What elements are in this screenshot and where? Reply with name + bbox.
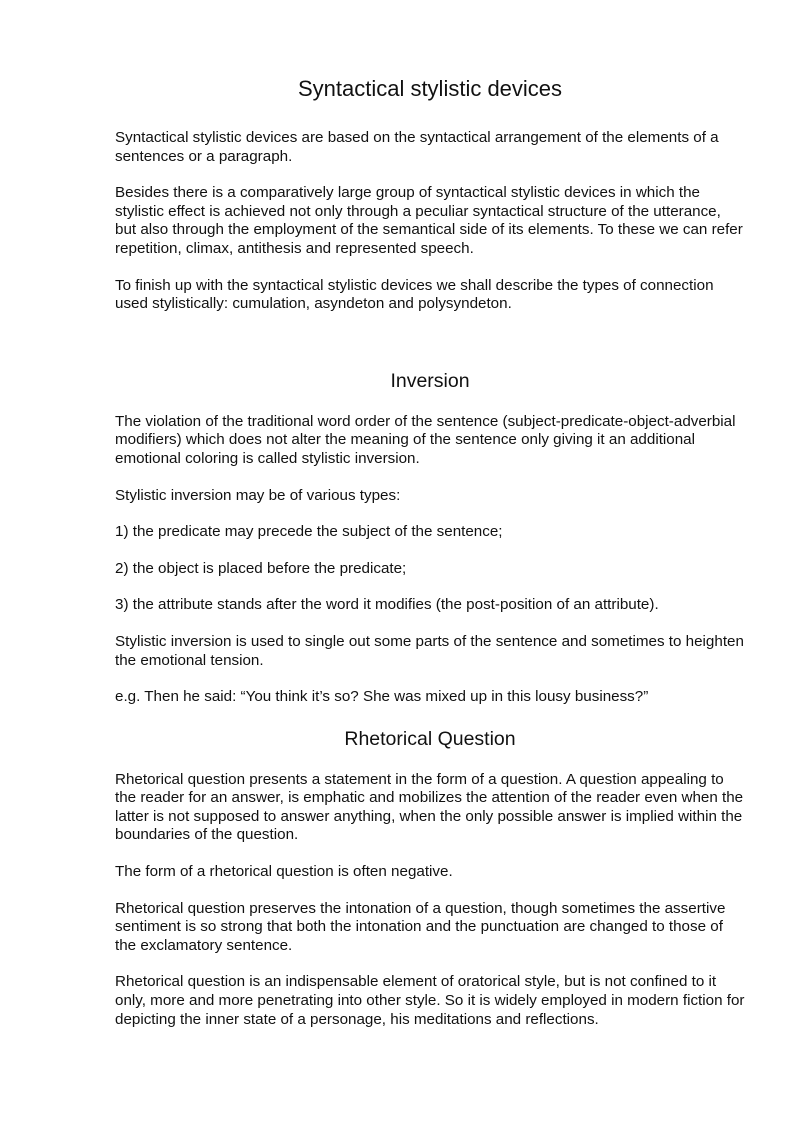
- inversion-paragraph-2: Stylistic inversion may be of various types:: [115, 486, 401, 504]
- rhetorical-paragraph-1: Rhetorical question presents a statement in the form of a question. A question appealing to the reader for an answer, is emphatic and mobilizes the attention of the reader even when the latter is not supposed to answer anything, when the only possible answer is implied within the boundaries of the question.: [115, 770, 744, 844]
- inversion-heading: Inversion: [390, 369, 470, 392]
- section-spacer: [115, 332, 745, 367]
- inversion-paragraph-3: Stylistic inversion is used to single out some parts of the sentence and sometimes to heighten the emotional tension.: [115, 632, 744, 669]
- rhetorical-question-heading: Rhetorical Question: [344, 727, 516, 750]
- rhetorical-paragraph-3: Rhetorical question preserves the intonation of a question, though sometimes the assertive sentiment is so strong that both the intonation and the punctuation are changed to those of the exclamatory sentence.: [115, 899, 726, 954]
- inversion-list-item-3: 3) the attribute stands after the word it modifies (the post-position of an attribute).: [115, 596, 659, 614]
- document-title: Syntactical stylistic devices: [297, 76, 563, 101]
- inversion-example: e.g. Then he said: “You think it’s so? She was mixed up in this lousy business?”: [115, 688, 649, 706]
- inversion-list-item-2: 2) the object is placed before the predicate;: [115, 559, 407, 577]
- document-page: [115, 72, 745, 1047]
- inversion-paragraph-1: The violation of the traditional word order of the sentence (subject-predicate-object-adverbial modifiers) which does not alter the meaning of the sentence only giving it an additional emotional coloring is called stylistic inversion.: [115, 412, 736, 467]
- rhetorical-paragraph-2: The form of a rhetorical question is often negative.: [115, 863, 453, 881]
- intro-paragraph-3: To finish up with the syntactical stylistic devices we shall describe the types of connection used stylistically: cumulation, asyndeton and polysyndeton.: [115, 276, 714, 313]
- intro-paragraph-2: Besides there is a comparatively large group of syntactical stylistic devices in which the stylistic effect is achieved not only through a peculiar syntactical structure of the utterance, but also through the employment of the semantical side of its elements. To these we can refer repetition, climax, antithesis and represented speech.: [115, 184, 743, 257]
- inversion-list-item-1: 1) the predicate may precede the subject of the sentence;: [115, 523, 503, 541]
- intro-paragraph-1: Syntactical stylistic devices are based on the syntactical arrangement of the elements of a sentences or a paragraph.: [115, 129, 719, 165]
- rhetorical-paragraph-4: Rhetorical question is an indispensable element of oratorical style, but is not confined to it only, more and more penetrating into other style. So it is widely employed in modern fiction for depicting the inner state of a personage, his meditations and reflections.: [115, 973, 745, 1028]
